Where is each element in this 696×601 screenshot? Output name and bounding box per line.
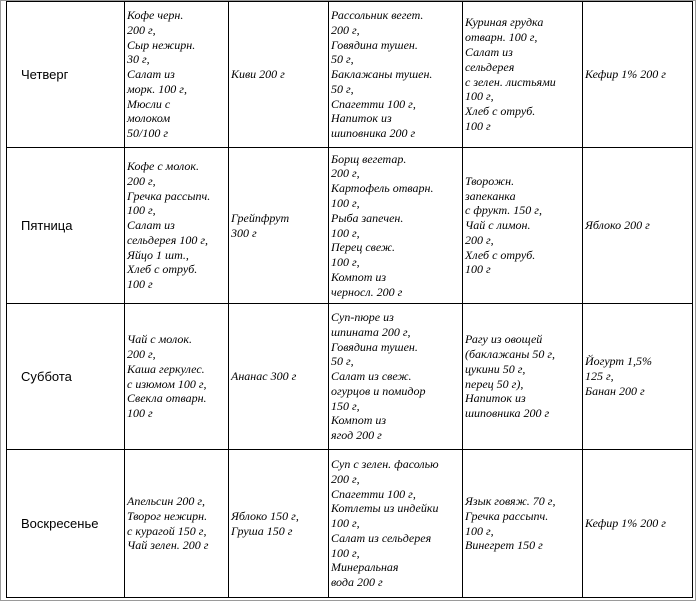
cell-line: 50 г, <box>331 354 354 369</box>
breakfast-cell <box>125 148 229 304</box>
day-cell: Суббота <box>7 304 125 450</box>
lunch-cell <box>329 304 463 450</box>
cell-line: Гречка рассыпч. <box>465 508 549 523</box>
cell-line: 100 г, <box>331 255 360 270</box>
cell-line: Груша 150 г <box>231 523 293 538</box>
cell-line: 200 г, <box>465 232 494 247</box>
cell-line: Компот из <box>331 269 387 284</box>
cell-line: отварн. 100 г, <box>465 30 538 45</box>
cell-line: Борщ вегетар. <box>331 151 407 166</box>
cell-line: 150 г, <box>331 398 360 413</box>
cell-line: 50/100 г <box>127 126 169 141</box>
cell-line: 50 г, <box>331 81 354 96</box>
cell-line: Баклажаны тушен. <box>331 67 433 82</box>
cell-line: 30 г, <box>127 52 150 67</box>
cell-line: (баклажаны 50 г, <box>465 346 556 361</box>
evening-snack-cell <box>583 450 693 598</box>
cell-line: Чай с молок. <box>127 332 192 347</box>
cell-line: Салат из <box>127 218 175 233</box>
cell-line: 200 г, <box>331 166 360 181</box>
cell-line: Йогурт 1,5% <box>585 354 653 369</box>
cell-line: Рыба запечен. <box>331 210 404 225</box>
cell-line: Яблоко 200 г <box>585 218 650 233</box>
snack-cell <box>229 450 329 598</box>
evening-snack-cell <box>583 148 693 304</box>
cell-line: 100 г <box>127 406 153 421</box>
cell-line: 125 г, <box>585 369 614 384</box>
dinner-cell <box>463 2 583 148</box>
cell-line: морк. 100 г, <box>127 81 187 96</box>
cell-line: Хлеб с отруб. <box>127 262 198 277</box>
cell-line: Спагетти 100 г, <box>331 486 416 501</box>
table-row <box>7 450 693 598</box>
breakfast-cell <box>125 304 229 450</box>
cell-line: Кофе черн. <box>127 7 184 22</box>
cell-line: Куриная грудка <box>465 15 544 30</box>
cell-line: Суп с зелен. фасолью <box>331 456 439 471</box>
cell-line: сельдерея 100 г, <box>127 232 209 247</box>
cell-line: 200 г, <box>127 22 156 37</box>
evening-snack-cell <box>583 304 693 450</box>
dinner-cell <box>463 304 583 450</box>
cell-line: Салат из свеж. <box>331 369 412 384</box>
day-cell: Четверг <box>7 2 125 148</box>
cell-line: Винегрет 150 г <box>465 538 543 553</box>
table-row <box>7 304 693 450</box>
cell-line: Напиток из <box>465 391 526 406</box>
cell-line: 100 г, <box>465 523 494 538</box>
cell-line: Апельсин 200 г, <box>127 493 206 508</box>
cell-line: Рагу из овощей <box>465 332 543 347</box>
cell-line: Кофе с молок. <box>127 158 200 173</box>
cell-line: запеканка <box>465 188 516 203</box>
breakfast-cell <box>125 450 229 598</box>
cell-line: Грейпфрут <box>231 210 290 225</box>
cell-line: Чай с лимон. <box>465 218 531 233</box>
cell-line: с зелен. листьями <box>465 74 556 89</box>
cell-line: шпината 200 г, <box>331 324 411 339</box>
cell-line: Хлеб с отруб. <box>465 104 536 119</box>
lunch-cell <box>329 148 463 304</box>
cell-line: Кефир 1% 200 г <box>585 67 666 82</box>
cell-line: Минеральная <box>331 560 399 575</box>
cell-line: 100 г, <box>331 225 360 240</box>
cell-line: Яблоко 150 г, <box>231 508 299 523</box>
snack-cell <box>229 148 329 304</box>
cell-line: шиповника 200 г <box>465 406 550 421</box>
table-row <box>7 148 693 304</box>
cell-line: 200 г, <box>331 471 360 486</box>
cell-line: Компот из <box>331 413 387 428</box>
cell-line: Хлеб с отруб. <box>465 247 536 262</box>
cell-line: Перец свеж. <box>331 240 396 255</box>
dinner-cell <box>463 148 583 304</box>
cell-line: Котлеты из индейки <box>331 501 439 516</box>
cell-line: Свекла отварн. <box>127 391 207 406</box>
cell-line: Суп-пюре из <box>331 309 394 324</box>
cell-line: Язык говяж. 70 г, <box>465 493 556 508</box>
cell-line: Киви 200 г <box>231 67 285 82</box>
cell-line: 100 г <box>465 262 491 277</box>
cell-line: вода 200 г <box>331 575 383 590</box>
cell-line: Мюсли с <box>127 96 171 111</box>
cell-line: 200 г, <box>127 173 156 188</box>
cell-line: цукини 50 г, <box>465 361 526 376</box>
cell-line: Говядина тушен. <box>331 339 418 354</box>
cell-line: огурцов и помидор <box>331 383 426 398</box>
cell-line: Чай зелен. 200 г <box>127 538 209 553</box>
cell-line: с курагой 150 г, <box>127 523 207 538</box>
cell-line: 100 г <box>127 277 153 292</box>
cell-line: 100 г, <box>331 545 360 560</box>
cell-line: с фрукт. 150 г, <box>465 203 542 218</box>
lunch-cell <box>329 2 463 148</box>
cell-line: Кефир 1% 200 г <box>585 516 666 531</box>
day-cell: Воскресенье <box>7 450 125 598</box>
snack-cell <box>229 304 329 450</box>
cell-line: Каша геркулес. <box>127 361 205 376</box>
cell-line: Яйцо 1 шт., <box>127 247 189 262</box>
cell-line: 100 г <box>465 118 491 133</box>
cell-line: сельдерея <box>465 59 515 74</box>
cell-line: 50 г, <box>331 52 354 67</box>
cell-line: 200 г, <box>331 22 360 37</box>
cell-line: перец 50 г), <box>465 376 524 391</box>
diet-menu-table <box>6 1 693 598</box>
cell-line: Гречка рассыпч. <box>127 188 211 203</box>
cell-line: Творог нежирн. <box>127 508 208 523</box>
cell-line: Салат из <box>127 67 175 82</box>
cell-line: молоком <box>127 111 171 126</box>
cell-line: ягод 200 г <box>331 428 382 443</box>
table-row <box>7 2 693 148</box>
cell-line: шиповника 200 г <box>331 126 416 141</box>
cell-line: Рассольник вегет. <box>331 7 424 22</box>
cell-line: 100 г, <box>127 203 156 218</box>
cell-line: Салат из сельдерея <box>331 530 432 545</box>
day-cell: Пятница <box>7 148 125 304</box>
snack-cell <box>229 2 329 148</box>
evening-snack-cell <box>583 2 693 148</box>
cell-line: с изюмом 100 г, <box>127 376 207 391</box>
cell-line: Напиток из <box>331 111 392 126</box>
cell-line: 100 г, <box>465 89 494 104</box>
cell-line: Картофель отварн. <box>331 181 434 196</box>
cell-line: Салат из <box>465 44 513 59</box>
breakfast-cell <box>125 2 229 148</box>
cell-line: 200 г, <box>127 346 156 361</box>
cell-line: Сыр нежирн. <box>127 37 196 52</box>
dinner-cell <box>463 450 583 598</box>
cell-line: Банан 200 г <box>585 383 645 398</box>
cell-line: Говядина тушен. <box>331 37 418 52</box>
cell-line: 300 г <box>231 225 257 240</box>
lunch-cell <box>329 450 463 598</box>
cell-line: черносл. 200 г <box>331 284 403 299</box>
cell-line: Спагетти 100 г, <box>331 96 416 111</box>
cell-line: 100 г, <box>331 516 360 531</box>
cell-line: Творожн. <box>465 173 515 188</box>
cell-line: Ананас 300 г <box>231 369 297 384</box>
cell-line: 100 г, <box>331 195 360 210</box>
